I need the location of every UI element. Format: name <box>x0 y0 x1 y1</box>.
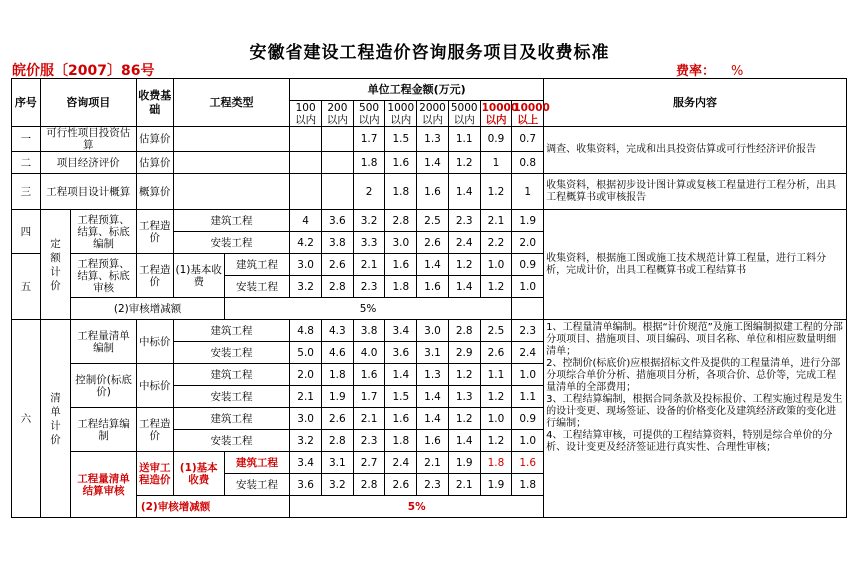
cell: 1.0 <box>512 364 544 386</box>
cell: 5% <box>224 298 512 320</box>
cell: 1.6 <box>417 174 449 210</box>
cell: 1.3 <box>417 364 449 386</box>
cell: 2.8 <box>448 320 480 342</box>
header-amount: 单位工程金额(万元) <box>290 79 544 101</box>
cell: 3.2 <box>322 474 354 496</box>
row-type: (2)审核增减额 <box>71 298 224 320</box>
row-seq: 四 <box>12 210 41 254</box>
row-type: 建筑工程 <box>173 408 290 430</box>
cell <box>290 152 322 174</box>
cell: 2.8 <box>322 430 354 452</box>
cell: 1.5 <box>385 386 417 408</box>
cell: 1.6 <box>385 408 417 430</box>
cell: 1.8 <box>385 430 417 452</box>
table-row <box>12 320 847 342</box>
cell: 2.1 <box>480 210 512 232</box>
bracket-10000-within: 10000以内 <box>481 101 519 126</box>
cell: 1.6 <box>385 152 417 174</box>
row-basis: 送审工程造价 <box>136 452 173 496</box>
row-item: 项目经济评价 <box>40 152 136 174</box>
page-title: 安徽省建设工程造价咨询服务项目及收费标准 <box>249 43 610 63</box>
bracket-1000: 1000以内 <box>385 101 417 127</box>
cell: 2.0 <box>290 364 322 386</box>
rate-label <box>676 60 743 79</box>
fee-standard-table <box>11 78 847 518</box>
row-type <box>173 127 290 152</box>
cell: 1.4 <box>417 408 449 430</box>
cell: 1.2 <box>448 364 480 386</box>
row-seq: 五 <box>12 254 41 320</box>
header-basis: 收费基础 <box>136 79 173 127</box>
cell: 4.3 <box>322 320 354 342</box>
cell: 4.0 <box>353 342 385 364</box>
cell: 1.1 <box>480 364 512 386</box>
row-basis: 工程造价 <box>136 254 173 298</box>
cell: 1.2 <box>448 152 480 174</box>
cell: 5% <box>290 496 544 518</box>
cell: 2.1 <box>353 254 385 276</box>
cell: 3.8 <box>322 232 354 254</box>
cell: 1.8 <box>322 364 354 386</box>
cell: 1.0 <box>512 276 544 298</box>
cell: 1.6 <box>385 254 417 276</box>
cell: 2.4 <box>448 232 480 254</box>
cell: 2.6 <box>322 254 354 276</box>
table-row <box>12 210 847 232</box>
bracket-2000: 2000以内 <box>417 101 449 127</box>
cell: 2.8 <box>353 474 385 496</box>
cell: 2.1 <box>417 452 449 474</box>
cell: 1.2 <box>448 254 480 276</box>
cell: 1.6 <box>512 452 544 474</box>
cell: 3.0 <box>290 408 322 430</box>
cell: 1.8 <box>385 276 417 298</box>
cell: 0.9 <box>512 254 544 276</box>
row-type: 建筑工程 <box>173 364 290 386</box>
bracket-100: 100以内 <box>290 101 322 127</box>
document-number: 皖价服〔2007〕86号 <box>12 63 155 79</box>
cell: 2.6 <box>417 232 449 254</box>
cell: 1.8 <box>480 452 512 474</box>
cell: 3.0 <box>417 320 449 342</box>
cell: 3.6 <box>322 210 354 232</box>
row-type <box>173 174 290 210</box>
row-basis: 中标价 <box>136 320 173 364</box>
group-dinge: 定额计价 <box>40 210 71 320</box>
row-type: 安装工程 <box>173 430 290 452</box>
cell: 3.2 <box>290 276 322 298</box>
cell: 2.6 <box>480 342 512 364</box>
cell: 0.9 <box>480 127 512 152</box>
cell: 2.4 <box>385 452 417 474</box>
row-basis: 中标价 <box>136 364 173 408</box>
cell: 1.5 <box>385 127 417 152</box>
header-row-1 <box>12 79 847 101</box>
cell: 2.8 <box>322 276 354 298</box>
row-type: 安装工程 <box>224 474 289 496</box>
rate-unit: % <box>731 64 744 79</box>
row-item: 工程量清单结算审核 <box>71 452 136 518</box>
cell: 4.6 <box>322 342 354 364</box>
row-seq: 二 <box>12 152 41 174</box>
cell: 2.6 <box>385 474 417 496</box>
header-seq: 序号 <box>12 79 41 127</box>
cell: 1.0 <box>480 254 512 276</box>
cell: 2.9 <box>448 342 480 364</box>
cell: 2.1 <box>290 386 322 408</box>
cell: 4.8 <box>290 320 322 342</box>
cell: 1.9 <box>512 210 544 232</box>
row-subtype: (1)基本收费 <box>173 452 224 496</box>
cell: 1.3 <box>448 386 480 408</box>
cell: 3.0 <box>385 232 417 254</box>
row-type: 建筑工程 <box>224 254 289 276</box>
service-text: 收集资料，根据施工图或施工技术规范计算工程量，进行工料分析，完成计价，出具工程概算书或工程结算书 <box>544 210 847 320</box>
row-type: 安装工程 <box>173 342 290 364</box>
cell: 2.6 <box>322 408 354 430</box>
row-item: 可行性项目投资估算 <box>40 127 136 152</box>
cell: 2.3 <box>417 474 449 496</box>
row-type: 安装工程 <box>173 232 290 254</box>
cell: 1.8 <box>353 152 385 174</box>
cell: 1.0 <box>512 430 544 452</box>
cell: 3.0 <box>290 254 322 276</box>
cell: 3.4 <box>385 320 417 342</box>
row-type: 建筑工程 <box>173 210 290 232</box>
cell: 2.7 <box>353 452 385 474</box>
row-type: 安装工程 <box>173 386 290 408</box>
cell <box>322 174 354 210</box>
table-row <box>12 174 847 210</box>
cell: 1.6 <box>353 364 385 386</box>
row-item: 工程预算、结算、标底审核 <box>71 254 136 298</box>
cell: 2.5 <box>417 210 449 232</box>
cell: 1.2 <box>480 174 512 210</box>
service-text: 调查、收集资料，完成和出具投资估算或可行性经济评价报告 <box>544 127 847 174</box>
cell: 0.9 <box>512 408 544 430</box>
cell: 3.2 <box>290 430 322 452</box>
row-subtype: (1)基本收费 <box>173 254 224 298</box>
row-type: 建筑工程 <box>224 452 289 474</box>
row-item: 工程项目设计概算 <box>40 174 136 210</box>
row-seq: 一 <box>12 127 41 152</box>
cell: 3.4 <box>290 452 322 474</box>
cell: 1.1 <box>448 127 480 152</box>
cell: 1.1 <box>512 386 544 408</box>
cell: 1.8 <box>385 174 417 210</box>
cell: 5.0 <box>290 342 322 364</box>
cell: 3.3 <box>353 232 385 254</box>
bracket-5000: 5000以内 <box>448 101 480 127</box>
cell: 2.0 <box>512 232 544 254</box>
cell: 2.3 <box>353 430 385 452</box>
cell: 1.9 <box>480 474 512 496</box>
cell: 1.9 <box>448 452 480 474</box>
row-basis: 估算价 <box>136 127 173 152</box>
cell: 1.2 <box>480 276 512 298</box>
cell <box>290 127 322 152</box>
header-type: 工程类型 <box>173 79 290 127</box>
cell: 1.4 <box>448 174 480 210</box>
row-type <box>173 152 290 174</box>
cell: 1.0 <box>480 408 512 430</box>
cell: 1.2 <box>448 408 480 430</box>
cell: 1 <box>512 174 544 210</box>
row-basis: 估算价 <box>136 152 173 174</box>
cell: 1.4 <box>385 364 417 386</box>
cell: 1.2 <box>480 386 512 408</box>
header-service: 服务内容 <box>544 79 847 127</box>
cell: 2.3 <box>353 276 385 298</box>
bracket-200: 200以内 <box>322 101 354 127</box>
bracket-500: 500以内 <box>353 101 385 127</box>
cell: 3.6 <box>385 342 417 364</box>
cell: 2.4 <box>512 342 544 364</box>
cell: 1.4 <box>448 430 480 452</box>
cell: 3.1 <box>322 452 354 474</box>
cell: 2.3 <box>512 320 544 342</box>
cell: 2.3 <box>448 210 480 232</box>
cell <box>322 127 354 152</box>
cell: 1.6 <box>417 276 449 298</box>
cell: 1 <box>480 152 512 174</box>
cell: 1.8 <box>512 474 544 496</box>
cell: 2.2 <box>480 232 512 254</box>
cell: 1.4 <box>417 152 449 174</box>
row-seq: 三 <box>12 174 41 210</box>
cell: 2.1 <box>448 474 480 496</box>
cell: 3.8 <box>353 320 385 342</box>
cell: 2.8 <box>385 210 417 232</box>
cell: 1.3 <box>417 127 449 152</box>
cell: 1.4 <box>417 254 449 276</box>
cell: 3.1 <box>417 342 449 364</box>
row-type: 安装工程 <box>224 276 289 298</box>
cell: 1.9 <box>322 386 354 408</box>
table-row <box>12 127 847 152</box>
cell <box>322 152 354 174</box>
row-item: 控制价(标底价) <box>71 364 136 408</box>
cell: 0.8 <box>512 152 544 174</box>
cell: 2.5 <box>480 320 512 342</box>
cell: 4 <box>290 210 322 232</box>
group-qingdan: 清单计价 <box>40 320 71 518</box>
row-basis: 概算价 <box>136 174 173 210</box>
row-seq: 六 <box>12 320 41 518</box>
cell: 2.1 <box>353 408 385 430</box>
service-text: 收集资料，根据初步设计图计算或复核工程量进行工程分析，出具工程概算书或审核报告 <box>544 174 847 210</box>
row-basis: 工程造价 <box>136 408 173 452</box>
row-type: (2)审核增减额 <box>136 496 289 518</box>
cell: 0.7 <box>512 127 544 152</box>
cell: 4.2 <box>290 232 322 254</box>
bracket-10000-above: 10000以上 <box>513 101 550 126</box>
cell: 1.4 <box>448 276 480 298</box>
cell: 1.7 <box>353 127 385 152</box>
cell: 2 <box>353 174 385 210</box>
row-item: 工程结算编制 <box>71 408 136 452</box>
row-item: 工程量清单编制 <box>71 320 136 364</box>
cell: 1.6 <box>417 430 449 452</box>
row-type: 建筑工程 <box>173 320 290 342</box>
cell: 1.2 <box>480 430 512 452</box>
header-item: 咨询项目 <box>40 79 136 127</box>
rate-caption: 费率： <box>676 64 716 79</box>
cell: 3.2 <box>353 210 385 232</box>
cell <box>290 174 322 210</box>
row-item: 工程预算、结算、标底编制 <box>71 210 136 254</box>
row-basis: 工程造价 <box>136 210 173 254</box>
service-text: 1、工程量清单编制。根据“计价规范”及施工图编制拟建工程的分部分项项目、措施项目、项目编码、项目名称、单位和相应数量明细清单； 2、控制价(标底价)应根据招标文件及提供的工程量清单，进行分部分项综合单价分析、措施项目分析，各项合价、总价等，完成工程量清单的全部费用； 3、工程结算编制，根据合同条款及投标报价、工程实施过程是发生的设计变更、现场签证、设备的价格变化及建筑经济政策的变化进行编制； 4、工程结算审核，可提供的工程结算资料，特别是综合单价的分析、设计变更及经济签证进行真实性、合理性审核； <box>544 320 847 518</box>
cell: 1.4 <box>417 386 449 408</box>
cell: 3.6 <box>290 474 322 496</box>
cell: 1.7 <box>353 386 385 408</box>
